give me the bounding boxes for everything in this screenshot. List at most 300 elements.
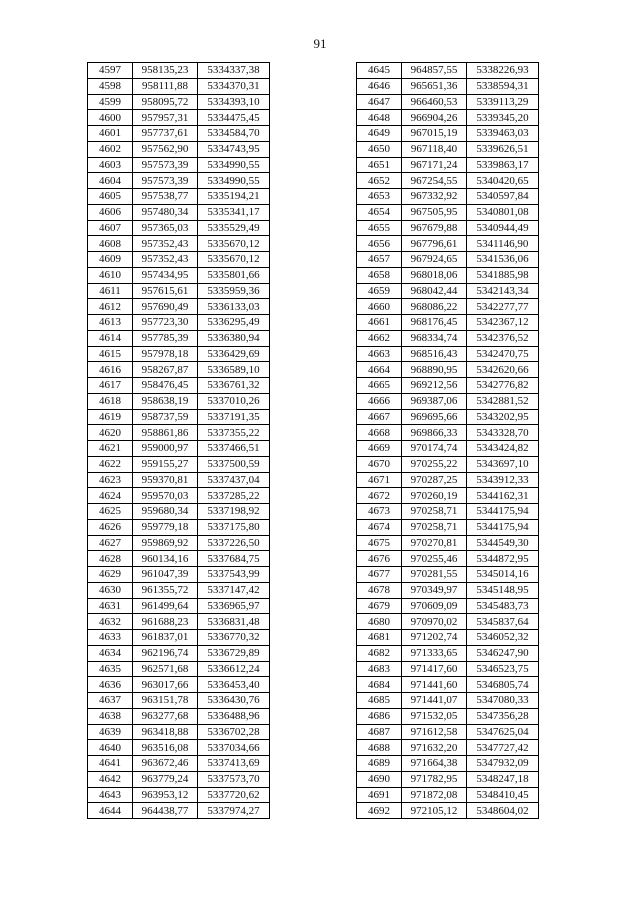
point-number-cell: 4647 xyxy=(357,94,402,110)
y-coordinate-cell: 5343202,95 xyxy=(467,409,539,425)
x-coordinate-cell: 963953,12 xyxy=(133,787,198,803)
point-number-cell: 4640 xyxy=(88,740,133,756)
point-number-cell: 4674 xyxy=(357,519,402,535)
y-coordinate-cell: 5342277,77 xyxy=(467,299,539,315)
x-coordinate-cell: 959370,81 xyxy=(133,472,198,488)
table-row xyxy=(357,157,539,173)
table-row xyxy=(357,267,539,283)
table-row xyxy=(88,551,270,567)
x-coordinate-cell: 967332,92 xyxy=(402,189,467,205)
x-coordinate-cell: 958476,45 xyxy=(133,378,198,394)
y-coordinate-cell: 5347625,04 xyxy=(467,724,539,740)
y-coordinate-cell: 5339345,20 xyxy=(467,110,539,126)
point-number-cell: 4667 xyxy=(357,409,402,425)
point-number-cell: 4663 xyxy=(357,346,402,362)
y-coordinate-cell: 5336380,94 xyxy=(198,330,270,346)
y-coordinate-cell: 5346247,90 xyxy=(467,645,539,661)
y-coordinate-cell: 5337175,80 xyxy=(198,519,270,535)
table-row xyxy=(88,330,270,346)
y-coordinate-cell: 5336612,24 xyxy=(198,661,270,677)
table-row xyxy=(88,362,270,378)
point-number-cell: 4597 xyxy=(88,63,133,79)
y-coordinate-cell: 5335670,12 xyxy=(198,252,270,268)
x-coordinate-cell: 957737,61 xyxy=(133,126,198,142)
y-coordinate-cell: 5336965,97 xyxy=(198,598,270,614)
table-row xyxy=(357,236,539,252)
point-number-cell: 4686 xyxy=(357,708,402,724)
x-coordinate-cell: 967118,40 xyxy=(402,141,467,157)
y-coordinate-cell: 5336589,10 xyxy=(198,362,270,378)
point-number-cell: 4644 xyxy=(88,803,133,819)
table-row xyxy=(88,126,270,142)
x-coordinate-cell: 969387,06 xyxy=(402,393,467,409)
y-coordinate-cell: 5334990,55 xyxy=(198,157,270,173)
x-coordinate-cell: 968334,74 xyxy=(402,330,467,346)
x-coordinate-cell: 970970,02 xyxy=(402,614,467,630)
table-row xyxy=(88,236,270,252)
y-coordinate-cell: 5336429,69 xyxy=(198,346,270,362)
point-number-cell: 4616 xyxy=(88,362,133,378)
x-coordinate-cell: 957480,34 xyxy=(133,204,198,220)
table-row xyxy=(357,582,539,598)
x-coordinate-cell: 968890,95 xyxy=(402,362,467,378)
x-coordinate-cell: 958737,59 xyxy=(133,409,198,425)
x-coordinate-cell: 963151,78 xyxy=(133,693,198,709)
point-number-cell: 4655 xyxy=(357,220,402,236)
x-coordinate-cell: 960134,16 xyxy=(133,551,198,567)
x-coordinate-cell: 970174,74 xyxy=(402,441,467,457)
table-row xyxy=(88,630,270,646)
y-coordinate-cell: 5341536,06 xyxy=(467,252,539,268)
table-row xyxy=(357,362,539,378)
x-coordinate-cell: 957538,77 xyxy=(133,189,198,205)
point-number-cell: 4688 xyxy=(357,740,402,756)
table-row xyxy=(88,598,270,614)
point-number-cell: 4606 xyxy=(88,204,133,220)
x-coordinate-cell: 971441,07 xyxy=(402,693,467,709)
table-row xyxy=(357,315,539,331)
table-row xyxy=(88,189,270,205)
table-row xyxy=(88,252,270,268)
y-coordinate-cell: 5346805,74 xyxy=(467,677,539,693)
table-row xyxy=(88,267,270,283)
table-row xyxy=(88,346,270,362)
table-row xyxy=(357,330,539,346)
point-number-cell: 4642 xyxy=(88,771,133,787)
x-coordinate-cell: 962571,68 xyxy=(133,661,198,677)
x-coordinate-cell: 968086,22 xyxy=(402,299,467,315)
x-coordinate-cell: 971872,08 xyxy=(402,787,467,803)
y-coordinate-cell: 5343912,33 xyxy=(467,472,539,488)
y-coordinate-cell: 5336761,32 xyxy=(198,378,270,394)
x-coordinate-cell: 963672,46 xyxy=(133,756,198,772)
x-coordinate-cell: 971417,60 xyxy=(402,661,467,677)
y-coordinate-cell: 5338594,31 xyxy=(467,78,539,94)
x-coordinate-cell: 958111,88 xyxy=(133,78,198,94)
point-number-cell: 4650 xyxy=(357,141,402,157)
x-coordinate-cell: 971632,20 xyxy=(402,740,467,756)
y-coordinate-cell: 5334475,45 xyxy=(198,110,270,126)
y-coordinate-cell: 5336488,96 xyxy=(198,708,270,724)
x-coordinate-cell: 967679,88 xyxy=(402,220,467,236)
y-coordinate-cell: 5337684,75 xyxy=(198,551,270,567)
x-coordinate-cell: 963277,68 xyxy=(133,708,198,724)
point-number-cell: 4666 xyxy=(357,393,402,409)
y-coordinate-cell: 5347932,09 xyxy=(467,756,539,772)
x-coordinate-cell: 961837,01 xyxy=(133,630,198,646)
y-coordinate-cell: 5342367,12 xyxy=(467,315,539,331)
point-number-cell: 4661 xyxy=(357,315,402,331)
y-coordinate-cell: 5335341,17 xyxy=(198,204,270,220)
point-number-cell: 4636 xyxy=(88,677,133,693)
point-number-cell: 4673 xyxy=(357,504,402,520)
x-coordinate-cell: 970255,46 xyxy=(402,551,467,567)
table-row xyxy=(88,472,270,488)
y-coordinate-cell: 5335670,12 xyxy=(198,236,270,252)
table-row xyxy=(88,614,270,630)
point-number-cell: 4622 xyxy=(88,456,133,472)
table-row xyxy=(88,393,270,409)
table-row xyxy=(88,110,270,126)
x-coordinate-cell: 971782,95 xyxy=(402,771,467,787)
x-coordinate-cell: 969695,66 xyxy=(402,409,467,425)
point-number-cell: 4604 xyxy=(88,173,133,189)
y-coordinate-cell: 5338226,93 xyxy=(467,63,539,79)
page-number: 91 xyxy=(313,36,327,51)
point-number-cell: 4682 xyxy=(357,645,402,661)
x-coordinate-cell: 957615,61 xyxy=(133,283,198,299)
y-coordinate-cell: 5337543,99 xyxy=(198,567,270,583)
table-row xyxy=(357,724,539,740)
y-coordinate-cell: 5347080,33 xyxy=(467,693,539,709)
point-number-cell: 4676 xyxy=(357,551,402,567)
table-row xyxy=(88,283,270,299)
point-number-cell: 4687 xyxy=(357,724,402,740)
x-coordinate-cell: 958135,23 xyxy=(133,63,198,79)
y-coordinate-cell: 5335801,66 xyxy=(198,267,270,283)
table-row xyxy=(88,173,270,189)
y-coordinate-cell: 5334370,31 xyxy=(198,78,270,94)
y-coordinate-cell: 5339863,17 xyxy=(467,157,539,173)
point-number-cell: 4653 xyxy=(357,189,402,205)
y-coordinate-cell: 5339463,03 xyxy=(467,126,539,142)
point-number-cell: 4614 xyxy=(88,330,133,346)
table-row xyxy=(357,614,539,630)
point-number-cell: 4652 xyxy=(357,173,402,189)
point-number-cell: 4627 xyxy=(88,535,133,551)
point-number-cell: 4670 xyxy=(357,456,402,472)
y-coordinate-cell: 5348247,18 xyxy=(467,771,539,787)
point-number-cell: 4672 xyxy=(357,488,402,504)
y-coordinate-cell: 5340597,84 xyxy=(467,189,539,205)
point-number-cell: 4643 xyxy=(88,787,133,803)
y-coordinate-cell: 5335194,21 xyxy=(198,189,270,205)
x-coordinate-cell: 961047,39 xyxy=(133,567,198,583)
x-coordinate-cell: 957352,43 xyxy=(133,236,198,252)
y-coordinate-cell: 5347356,28 xyxy=(467,708,539,724)
y-coordinate-cell: 5336430,76 xyxy=(198,693,270,709)
y-coordinate-cell: 5336453,40 xyxy=(198,677,270,693)
y-coordinate-cell: 5344549,30 xyxy=(467,535,539,551)
point-number-cell: 4602 xyxy=(88,141,133,157)
x-coordinate-cell: 957434,95 xyxy=(133,267,198,283)
point-number-cell: 4599 xyxy=(88,94,133,110)
point-number-cell: 4611 xyxy=(88,283,133,299)
y-coordinate-cell: 5348604,02 xyxy=(467,803,539,819)
point-number-cell: 4669 xyxy=(357,441,402,457)
table-row xyxy=(357,378,539,394)
x-coordinate-cell: 961499,64 xyxy=(133,598,198,614)
point-number-cell: 4600 xyxy=(88,110,133,126)
point-number-cell: 4598 xyxy=(88,78,133,94)
table-row xyxy=(88,740,270,756)
point-number-cell: 4657 xyxy=(357,252,402,268)
table-row xyxy=(88,378,270,394)
y-coordinate-cell: 5337500,59 xyxy=(198,456,270,472)
x-coordinate-cell: 971333,65 xyxy=(402,645,467,661)
table-row xyxy=(357,756,539,772)
coordinates-table-left xyxy=(87,62,270,819)
point-number-cell: 4601 xyxy=(88,126,133,142)
y-coordinate-cell: 5344175,94 xyxy=(467,504,539,520)
x-coordinate-cell: 957690,49 xyxy=(133,299,198,315)
point-number-cell: 4692 xyxy=(357,803,402,819)
table-row xyxy=(88,63,270,79)
table-row xyxy=(88,677,270,693)
y-coordinate-cell: 5342143,34 xyxy=(467,283,539,299)
point-number-cell: 4603 xyxy=(88,157,133,173)
x-coordinate-cell: 957573,39 xyxy=(133,173,198,189)
point-number-cell: 4617 xyxy=(88,378,133,394)
x-coordinate-cell: 963418,88 xyxy=(133,724,198,740)
point-number-cell: 4681 xyxy=(357,630,402,646)
x-coordinate-cell: 966460,53 xyxy=(402,94,467,110)
table-row xyxy=(88,787,270,803)
point-number-cell: 4679 xyxy=(357,598,402,614)
x-coordinate-cell: 963017,66 xyxy=(133,677,198,693)
table-row xyxy=(88,708,270,724)
point-number-cell: 4626 xyxy=(88,519,133,535)
point-number-cell: 4662 xyxy=(357,330,402,346)
y-coordinate-cell: 5340944,49 xyxy=(467,220,539,236)
y-coordinate-cell: 5337720,62 xyxy=(198,787,270,803)
point-number-cell: 4629 xyxy=(88,567,133,583)
point-number-cell: 4668 xyxy=(357,425,402,441)
y-coordinate-cell: 5340420,65 xyxy=(467,173,539,189)
x-coordinate-cell: 967015,19 xyxy=(402,126,467,142)
table-row xyxy=(357,787,539,803)
point-number-cell: 4678 xyxy=(357,582,402,598)
table-row xyxy=(357,630,539,646)
point-number-cell: 4619 xyxy=(88,409,133,425)
x-coordinate-cell: 968176,45 xyxy=(402,315,467,331)
point-number-cell: 4664 xyxy=(357,362,402,378)
x-coordinate-cell: 957352,43 xyxy=(133,252,198,268)
table-row xyxy=(357,567,539,583)
y-coordinate-cell: 5343424,82 xyxy=(467,441,539,457)
table-row xyxy=(357,204,539,220)
table-row xyxy=(88,141,270,157)
y-coordinate-cell: 5337355,22 xyxy=(198,425,270,441)
point-number-cell: 4656 xyxy=(357,236,402,252)
table-row xyxy=(357,740,539,756)
point-number-cell: 4658 xyxy=(357,267,402,283)
point-number-cell: 4665 xyxy=(357,378,402,394)
point-number-cell: 4671 xyxy=(357,472,402,488)
x-coordinate-cell: 967505,95 xyxy=(402,204,467,220)
y-coordinate-cell: 5337466,51 xyxy=(198,441,270,457)
point-number-cell: 4648 xyxy=(357,110,402,126)
point-number-cell: 4660 xyxy=(357,299,402,315)
y-coordinate-cell: 5337285,22 xyxy=(198,488,270,504)
x-coordinate-cell: 968042,44 xyxy=(402,283,467,299)
x-coordinate-cell: 971664,38 xyxy=(402,756,467,772)
x-coordinate-cell: 970258,71 xyxy=(402,504,467,520)
x-coordinate-cell: 958861,86 xyxy=(133,425,198,441)
point-number-cell: 4638 xyxy=(88,708,133,724)
table-row xyxy=(357,456,539,472)
y-coordinate-cell: 5337413,69 xyxy=(198,756,270,772)
y-coordinate-cell: 5337226,50 xyxy=(198,535,270,551)
x-coordinate-cell: 970260,19 xyxy=(402,488,467,504)
table-row xyxy=(357,771,539,787)
point-number-cell: 4677 xyxy=(357,567,402,583)
x-coordinate-cell: 959155,27 xyxy=(133,456,198,472)
y-coordinate-cell: 5337034,66 xyxy=(198,740,270,756)
point-number-cell: 4615 xyxy=(88,346,133,362)
table-row xyxy=(88,645,270,661)
point-number-cell: 4620 xyxy=(88,425,133,441)
y-coordinate-cell: 5346523,75 xyxy=(467,661,539,677)
y-coordinate-cell: 5336295,49 xyxy=(198,315,270,331)
table-row xyxy=(357,110,539,126)
table-row xyxy=(88,661,270,677)
y-coordinate-cell: 5335959,36 xyxy=(198,283,270,299)
x-coordinate-cell: 970270,81 xyxy=(402,535,467,551)
y-coordinate-cell: 5337147,42 xyxy=(198,582,270,598)
x-coordinate-cell: 958267,87 xyxy=(133,362,198,378)
y-coordinate-cell: 5337974,27 xyxy=(198,803,270,819)
x-coordinate-cell: 957365,03 xyxy=(133,220,198,236)
table-row xyxy=(357,472,539,488)
table-row xyxy=(357,141,539,157)
point-number-cell: 4659 xyxy=(357,283,402,299)
x-coordinate-cell: 970287,25 xyxy=(402,472,467,488)
y-coordinate-cell: 5344175,94 xyxy=(467,519,539,535)
table-row xyxy=(88,519,270,535)
point-number-cell: 4605 xyxy=(88,189,133,205)
y-coordinate-cell: 5336729,89 xyxy=(198,645,270,661)
table-row xyxy=(357,677,539,693)
table-row xyxy=(357,299,539,315)
x-coordinate-cell: 970255,22 xyxy=(402,456,467,472)
y-coordinate-cell: 5334990,55 xyxy=(198,173,270,189)
table-row xyxy=(357,252,539,268)
point-number-cell: 4685 xyxy=(357,693,402,709)
table-row xyxy=(357,661,539,677)
x-coordinate-cell: 957785,39 xyxy=(133,330,198,346)
point-number-cell: 4625 xyxy=(88,504,133,520)
y-coordinate-cell: 5345148,95 xyxy=(467,582,539,598)
table-row xyxy=(88,567,270,583)
x-coordinate-cell: 957562,90 xyxy=(133,141,198,157)
x-coordinate-cell: 970258,71 xyxy=(402,519,467,535)
table-row xyxy=(88,220,270,236)
x-coordinate-cell: 970609,09 xyxy=(402,598,467,614)
coordinates-table-right xyxy=(356,62,539,819)
y-coordinate-cell: 5335529,49 xyxy=(198,220,270,236)
x-coordinate-cell: 963779,24 xyxy=(133,771,198,787)
point-number-cell: 4618 xyxy=(88,393,133,409)
y-coordinate-cell: 5341146,90 xyxy=(467,236,539,252)
x-coordinate-cell: 965651,36 xyxy=(402,78,467,94)
y-coordinate-cell: 5334393,10 xyxy=(198,94,270,110)
y-coordinate-cell: 5336133,03 xyxy=(198,299,270,315)
table-row xyxy=(88,456,270,472)
table-row xyxy=(88,582,270,598)
point-number-cell: 4680 xyxy=(357,614,402,630)
table-row xyxy=(88,299,270,315)
x-coordinate-cell: 967171,24 xyxy=(402,157,467,173)
point-number-cell: 4635 xyxy=(88,661,133,677)
x-coordinate-cell: 969212,56 xyxy=(402,378,467,394)
y-coordinate-cell: 5345837,64 xyxy=(467,614,539,630)
y-coordinate-cell: 5345483,73 xyxy=(467,598,539,614)
y-coordinate-cell: 5336770,32 xyxy=(198,630,270,646)
point-number-cell: 4689 xyxy=(357,756,402,772)
point-number-cell: 4608 xyxy=(88,236,133,252)
y-coordinate-cell: 5337437,04 xyxy=(198,472,270,488)
table-row xyxy=(357,126,539,142)
y-coordinate-cell: 5347727,42 xyxy=(467,740,539,756)
point-number-cell: 4645 xyxy=(357,63,402,79)
y-coordinate-cell: 5343697,10 xyxy=(467,456,539,472)
y-coordinate-cell: 5337191,35 xyxy=(198,409,270,425)
table-row xyxy=(357,78,539,94)
table-row xyxy=(357,189,539,205)
x-coordinate-cell: 957957,31 xyxy=(133,110,198,126)
x-coordinate-cell: 962196,74 xyxy=(133,645,198,661)
x-coordinate-cell: 966904,26 xyxy=(402,110,467,126)
y-coordinate-cell: 5346052,32 xyxy=(467,630,539,646)
point-number-cell: 4609 xyxy=(88,252,133,268)
point-number-cell: 4684 xyxy=(357,677,402,693)
table-row xyxy=(88,693,270,709)
table-row xyxy=(88,771,270,787)
y-coordinate-cell: 5342376,52 xyxy=(467,330,539,346)
y-coordinate-cell: 5339626,51 xyxy=(467,141,539,157)
x-coordinate-cell: 957573,39 xyxy=(133,157,198,173)
table-row xyxy=(88,488,270,504)
table-row xyxy=(357,708,539,724)
table-row xyxy=(357,94,539,110)
x-coordinate-cell: 957723,30 xyxy=(133,315,198,331)
table-row xyxy=(357,598,539,614)
x-coordinate-cell: 963516,08 xyxy=(133,740,198,756)
table-row xyxy=(88,803,270,819)
y-coordinate-cell: 5342620,66 xyxy=(467,362,539,378)
x-coordinate-cell: 964857,55 xyxy=(402,63,467,79)
table-row xyxy=(357,535,539,551)
x-coordinate-cell: 970349,97 xyxy=(402,582,467,598)
table-row xyxy=(88,756,270,772)
point-number-cell: 4612 xyxy=(88,299,133,315)
point-number-cell: 4675 xyxy=(357,535,402,551)
table-row xyxy=(88,425,270,441)
x-coordinate-cell: 961688,23 xyxy=(133,614,198,630)
x-coordinate-cell: 967924,65 xyxy=(402,252,467,268)
table-row xyxy=(357,409,539,425)
